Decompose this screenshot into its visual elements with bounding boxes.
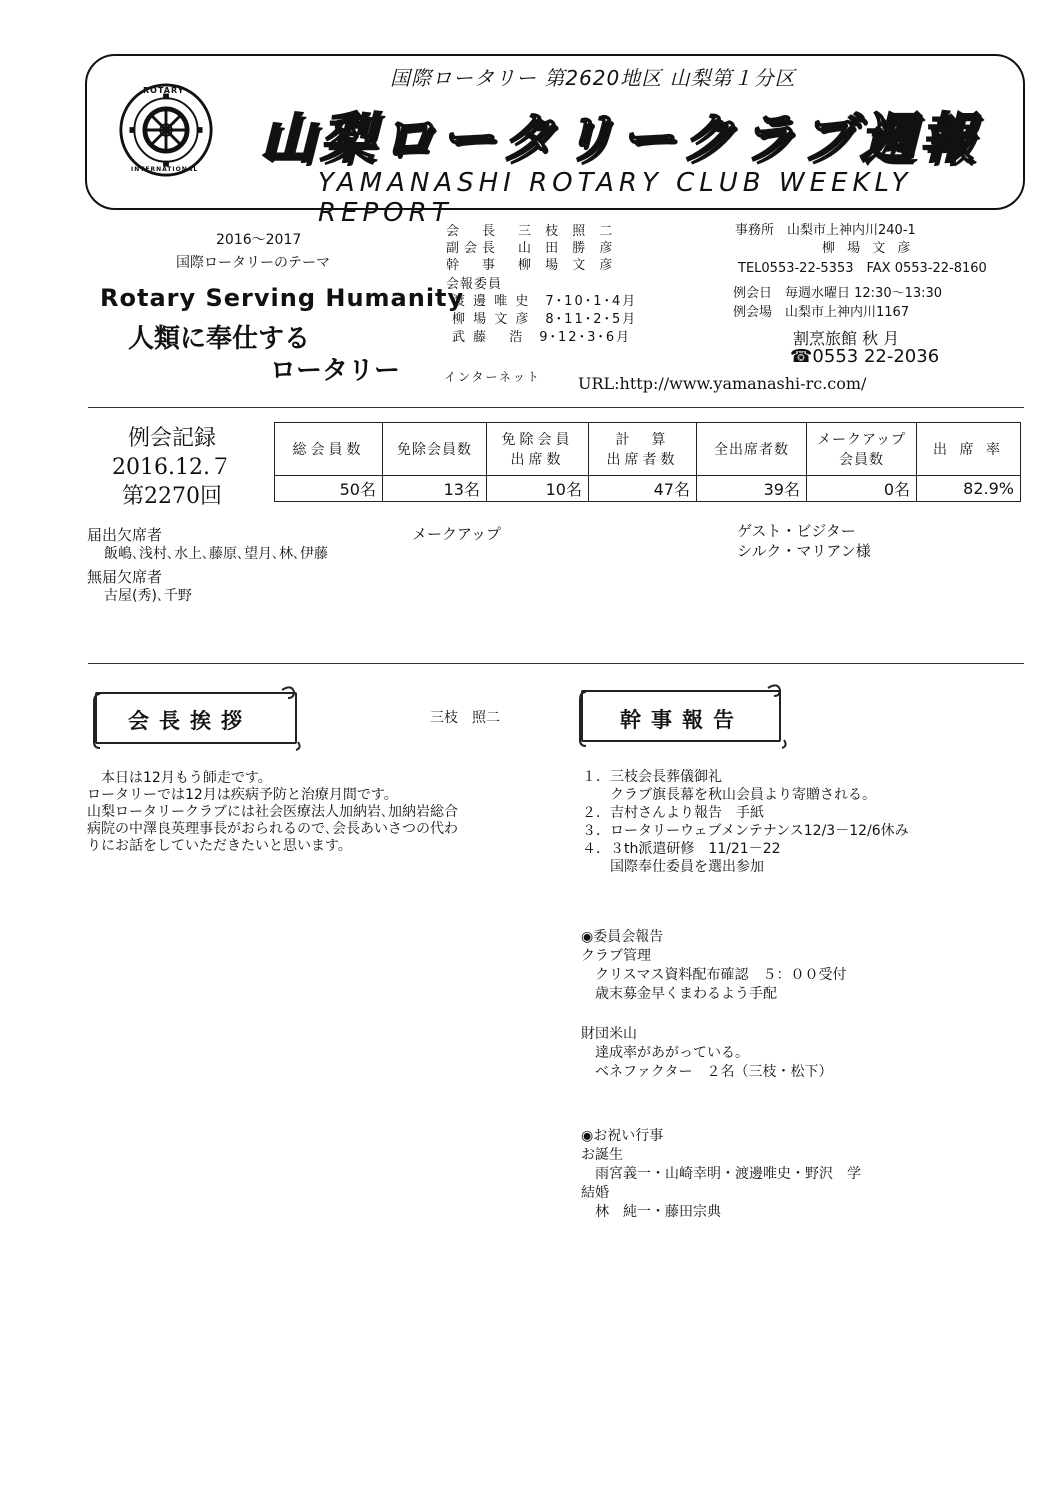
office-contact: 柳 場 文 彦 [822,241,915,256]
header-makeup-members: メークアップ 会員数 [807,423,917,476]
committee-member: 渡 邊 唯 史 7･10･1･4月 [452,294,638,309]
greeting-line: りにお話をしていただきたいと思います。 [87,838,352,854]
theme-year: 2016～2017 [216,232,302,248]
report-item: クラブ旗長幕を秋山会員より寄贈される。 [582,787,876,803]
theme-english: Rotary Serving Humanity [100,284,465,312]
table-header-row [275,423,1021,476]
attendance-table [274,422,1021,502]
committee-line: クリスマス資料配布確認 ５：００受付 [581,967,847,983]
header-total-members: 総会員数 [275,423,383,476]
report-item: ３．ロータリーウェブメンテナンス12/3－12/6休み [582,823,909,839]
celebration-line: 結婚 [581,1185,609,1201]
secretary-report-items [582,768,1012,876]
report-item: 国際奉仕委員を選出参加 [582,859,764,875]
internet-label: インターネット [444,370,541,384]
committee-report-heading: ◉委員会報告 [581,929,664,945]
greeting-line: 本日は12月もう師走です。 [87,770,272,786]
value-exempt-members: 13名 [383,476,487,502]
committee-label: 会報委員 [446,277,503,292]
theme-japanese-line1: 人類に奉仕する [128,324,311,354]
foundation-line: 財団米山 [581,1026,637,1042]
table-value-row [275,476,1021,502]
greeting-line: 病院の中澤良英理事長がおられるので､会長あいさつの代わ [87,821,458,837]
officer-vice-president: 副会長 山 田 勝 彦 [446,241,618,256]
value-exempt-attending: 10名 [487,476,589,502]
record-label-block [112,424,232,511]
committee-line: クラブ管理 [581,948,651,964]
secretary-report-heading: 幹事報告 [620,708,744,732]
report-item: １．三枝会長葬儀御礼 [582,769,722,785]
report-item: ２．吉村さんより報告 手紙 [582,805,764,821]
divider [88,407,1024,408]
celebration-heading: ◉お祝い行事 [581,1128,664,1144]
logo-top-text: ROTARY [143,86,185,95]
celebration-line: お誕生 [581,1147,623,1163]
president-greeting-heading: 会長挨拶 [128,709,252,733]
district-line: 国際ロータリー 第2620地区 山梨第１分区 [390,66,796,90]
committee-member: 武 藤 浩 9･12･3･6月 [452,330,632,345]
guest-name: シルク・マリアン様 [737,542,871,560]
header-attendance-rate: 出 席 率 [917,423,1021,476]
meeting-place: 例会場 山梨市上神内川1167 [733,305,910,320]
value-calc-attendees: 47名 [589,476,697,502]
celebration-line: 林 純一・藤田宗典 [581,1204,721,1220]
venue-name: 割烹旅館 秋 月 [793,329,900,348]
logo-bottom-text: INTERNATIONAL [131,166,199,173]
value-total-members: 50名 [275,476,383,502]
rotary-wheel-logo [118,82,214,178]
celebration-report [581,1127,1011,1222]
guest-label: ゲスト・ビジター [737,522,856,540]
value-makeup-members: 0名 [807,476,917,502]
notified-absent-label: 届出欠席者 [87,526,163,544]
unnotified-absent-label: 無届欠席者 [87,568,163,586]
header-exempt-attending: 免除会員 出席数 [487,423,589,476]
office-address: 事務所 山梨市上神内川240-1 [735,223,916,238]
officer-secretary: 幹 事 柳 場 文 彦 [446,258,618,273]
office-tel-fax: TEL0553-22-5353 FAX 0553-22-8160 [738,261,987,276]
president-greeting-body [87,770,557,855]
website-url[interactable]: URL:http://www.yamanashi-rc.com/ [578,374,867,393]
divider [88,663,1024,664]
header-all-attendees: 全出席者数 [697,423,807,476]
report-item: ４．３th派遣研修 11/21－22 [582,841,781,857]
president-greeting-speaker: 三枝 照二 [430,710,500,726]
venue-phone: ☎0553 22-2036 [790,346,940,367]
theme-label: 国際ロータリーのテーマ [176,255,330,271]
greeting-line: ロータリーでは12月は疾病予防と治療月間です。 [87,787,398,803]
page-title: 山梨ロータリークラブ週報 [260,107,980,170]
committee-member: 柳 場 文 彦 8･11･2･5月 [452,312,638,327]
foundation-line: 達成率があがっている。 [581,1045,749,1061]
committee-report [581,928,1011,1004]
header-exempt-members: 免除会員数 [383,423,487,476]
celebration-line: 雨宮義一・山崎幸明・渡邊唯史・野沢 学 [581,1166,861,1182]
committee-line: 歳末募金早くまわるよう手配 [581,986,777,1002]
meeting-day: 例会日 毎週水曜日 12:30～13:30 [733,286,943,301]
foundation-report [581,1025,1011,1082]
record-label: 例会記録 [127,426,216,451]
notified-absent-list: 飯嶋､浅村､水上､藤原､望月､林､伊藤 [104,546,328,562]
header-calc-attendees: 計 算 出席者数 [589,423,697,476]
greeting-line: 山梨ロータリークラブには社会医療法人加納岩､加納岩総合 [87,804,458,820]
foundation-line: ベネファクター ２名（三枝・松下） [581,1064,833,1080]
page-subtitle: YAMANASHI ROTARY CLUB WEEKLY REPORT [318,168,913,228]
theme-japanese-line2: ロータリー [270,356,401,386]
value-attendance-rate: 82.9% [917,476,1021,502]
value-all-attendees: 39名 [697,476,807,502]
record-number: 第2270回 [121,484,222,509]
record-date: 2016.12.７ [112,455,232,480]
unnotified-absent-list: 古屋(秀)､千野 [104,588,192,604]
officer-president: 会 長 三 枝 照 二 [446,224,618,239]
makeup-label: メークアップ [412,525,501,543]
